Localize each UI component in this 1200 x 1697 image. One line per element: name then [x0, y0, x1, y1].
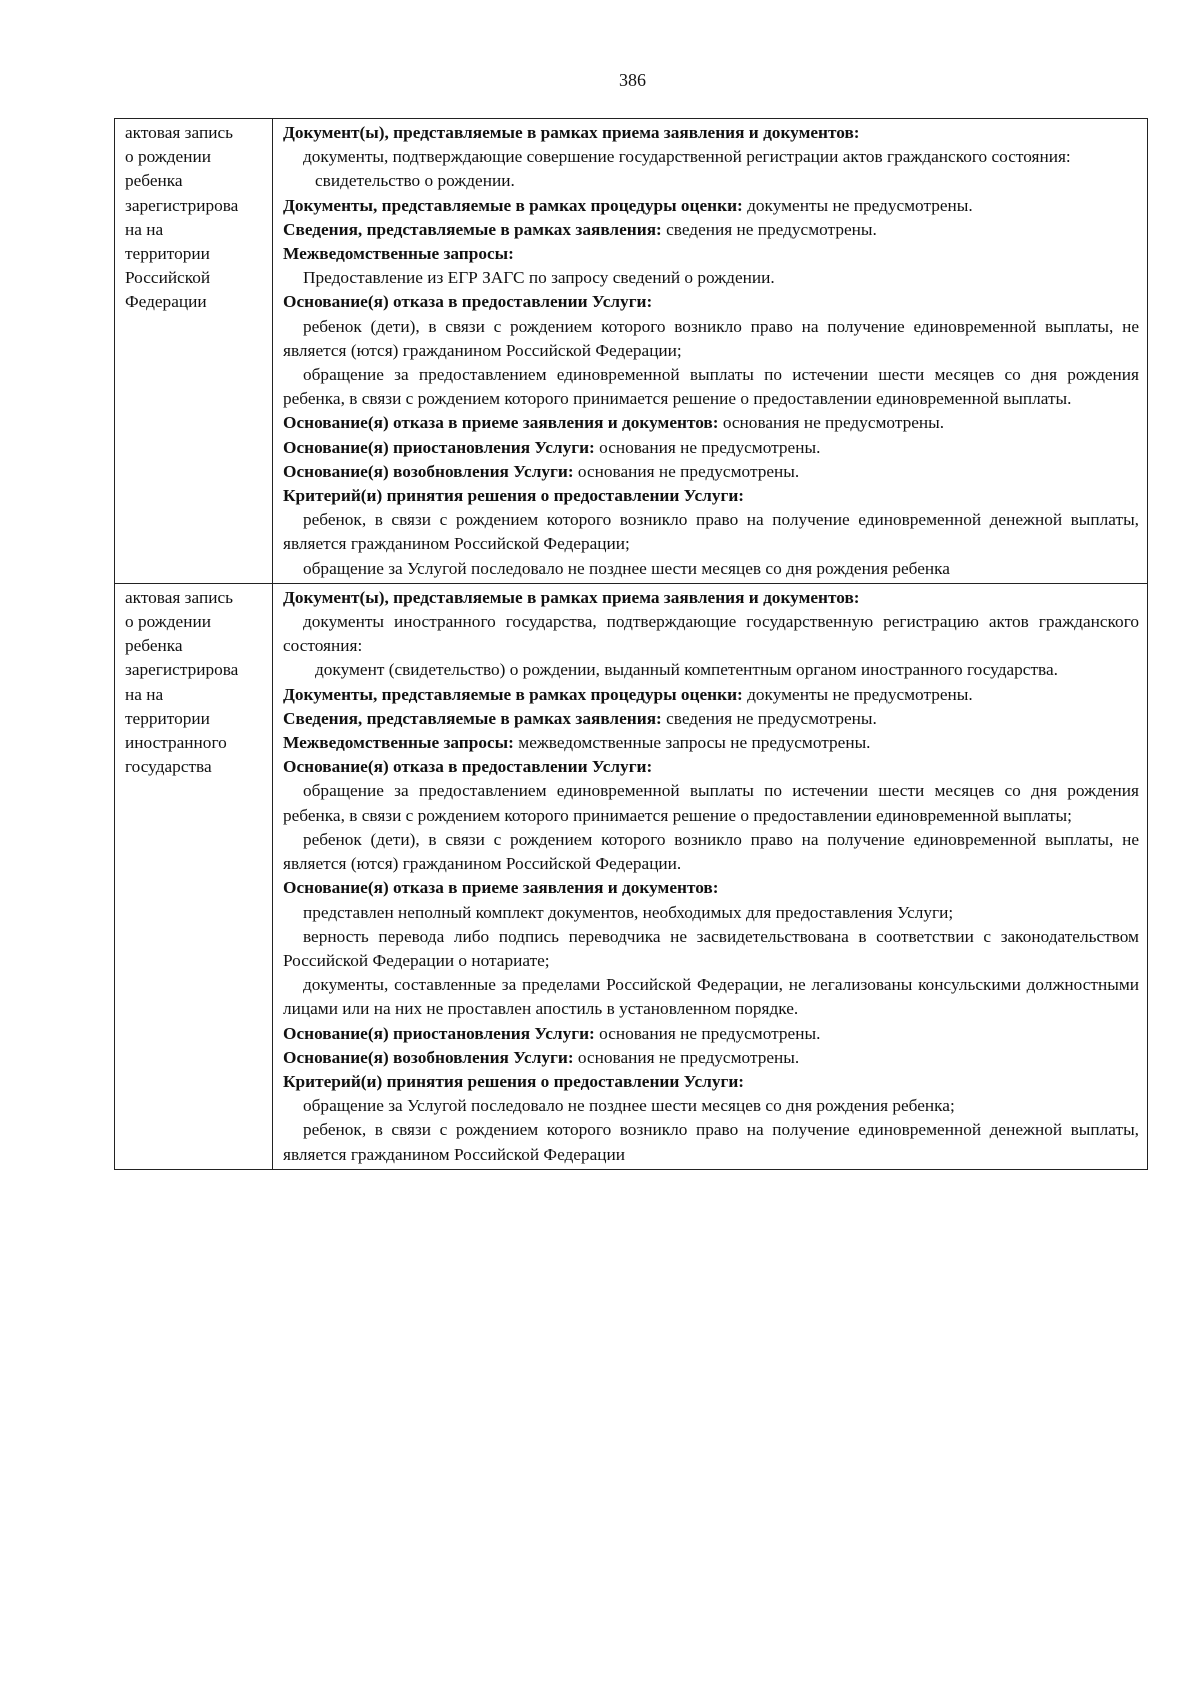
- evaluation-line: [283, 683, 1139, 707]
- condition-line: ребенка: [125, 171, 183, 191]
- suspension-text: основания не предусмотрены.: [594, 1023, 821, 1043]
- info-heading: Сведения, представляемые в рамках заявления:: [283, 708, 662, 728]
- refusal-item: обращение за предоставлением единовременной выплаты по истечении шести месяцев со дня рождения ребенка, в связи с рождением которого принимается решение о предоставлении единовременной выплаты;: [283, 781, 1139, 825]
- service-conditions-table: [114, 118, 1148, 1170]
- resumption-line: [283, 460, 1139, 484]
- documents-item: свидетельство о рождении.: [315, 171, 515, 191]
- criteria-item: обращение за Услугой последовало не позднее шести месяцев со дня рождения ребенка;: [303, 1096, 955, 1116]
- rejection-item: документы, составленные за пределами Российской Федерации, не легализованы консульскими должностными лицами или на них не проставлен апостиль в установленном порядке.: [283, 975, 1139, 1019]
- condition-line: актовая запись: [125, 123, 233, 142]
- suspension-line: [283, 1022, 1139, 1046]
- rejection-item: верность перевода либо подпись переводчика не засвидетельствована в соответствии с законодательством Российской Федерации о нотариате;: [283, 926, 1139, 970]
- resumption-line: [283, 1046, 1139, 1070]
- info-text: сведения не предусмотрены.: [661, 219, 877, 239]
- evaluation-text: документы не предусмотрены.: [742, 684, 973, 704]
- suspension-heading: Основание(я) приостановления Услуги:: [283, 1023, 595, 1043]
- condition-line: территории: [125, 708, 210, 728]
- condition-line: о рождении: [125, 147, 211, 167]
- condition-cell: [115, 119, 273, 584]
- documents-item: документы иностранного государства, подтверждающие государственную регистрацию актов гражданского состояния:: [283, 612, 1139, 656]
- info-text: сведения не предусмотрены.: [661, 708, 877, 728]
- suspension-line: [283, 436, 1139, 460]
- suspension-heading: Основание(я) приостановления Услуги:: [283, 437, 595, 457]
- criteria-heading: Критерий(и) принятия решения о предоставлении Услуги:: [283, 1071, 745, 1091]
- evaluation-line: [283, 194, 1139, 218]
- refusal-item: ребенок (дети), в связи с рождением которого возникло право на получение единовременной выплаты, не является (ются) гражданином Российской Федерации;: [283, 316, 1139, 360]
- suspension-text: основания не предусмотрены.: [594, 437, 821, 457]
- evaluation-text: документы не предусмотрены.: [742, 195, 973, 215]
- condition-line: территории: [125, 244, 210, 264]
- criteria-item: ребенок, в связи с рождением которого возникло право на получение единовременной денежной выплаты, является гражданином Российской Федерации: [283, 1120, 1139, 1164]
- condition-line: о рождении: [125, 612, 211, 632]
- requests-heading: Межведомственные запросы:: [283, 733, 514, 753]
- condition-line: на на: [125, 684, 164, 704]
- condition-line: зарегистрирова: [125, 660, 239, 680]
- resumption-text: основания не предусмотрены.: [573, 461, 800, 481]
- documents-heading: Документ(ы), представляемые в рамках приема заявления и документов:: [283, 587, 860, 607]
- info-line: [283, 218, 1139, 242]
- criteria-heading: Критерий(и) принятия решения о предоставлении Услуги:: [283, 486, 745, 506]
- rejection-line: [283, 411, 1139, 435]
- evaluation-heading: Документы, представляемые в рамках процедуры оценки:: [283, 684, 743, 704]
- criteria-item: обращение за Услугой последовало не позднее шести месяцев со дня рождения ребенка: [303, 558, 950, 578]
- table-row: [115, 583, 1148, 1169]
- rejection-item: представлен неполный комплект документов, необходимых для предоставления Услуги;: [303, 902, 954, 922]
- condition-line: государства: [125, 757, 212, 777]
- condition-cell: [115, 583, 273, 1169]
- rejection-heading: Основание(я) отказа в приеме заявления и документов:: [283, 878, 719, 898]
- condition-line: Российской: [125, 268, 211, 288]
- rejection-heading: Основание(я) отказа в приеме заявления и документов:: [283, 413, 719, 433]
- requests-heading: Межведомственные запросы:: [283, 244, 514, 264]
- info-line: [283, 707, 1139, 731]
- requests-text: межведомственные запросы не предусмотрены.: [513, 733, 871, 753]
- refusal-heading: Основание(я) отказа в предоставлении Услуги:: [283, 757, 653, 777]
- condition-line: зарегистрирова: [125, 195, 239, 215]
- table-row: [115, 119, 1148, 584]
- info-heading: Сведения, представляемые в рамках заявления:: [283, 219, 662, 239]
- documents-item: документ (свидетельство) о рождении, выданный компетентным органом иностранного государства.: [315, 660, 1058, 680]
- page-number: 386: [619, 70, 646, 90]
- documents-heading: Документ(ы), представляемые в рамках приема заявления и документов:: [283, 123, 860, 142]
- resumption-text: основания не предусмотрены.: [573, 1047, 800, 1067]
- requests-line: [283, 731, 1139, 755]
- description-cell: [273, 119, 1148, 584]
- refusal-item: обращение за предоставлением единовременной выплаты по истечении шести месяцев со дня рождения ребенка, в связи с рождением которого принимается решение о предоставлении единовременной выплаты.: [283, 365, 1139, 409]
- refusal-heading: Основание(я) отказа в предоставлении Услуги:: [283, 292, 653, 312]
- condition-line: актовая запись: [125, 587, 233, 607]
- description-cell: [273, 583, 1148, 1169]
- documents-item: документы, подтверждающие совершение государственной регистрации актов гражданского состояния:: [303, 147, 1071, 167]
- condition-line: ребенка: [125, 636, 183, 656]
- requests-text: Предоставление из ЕГР ЗАГС по запросу сведений о рождении.: [303, 268, 775, 288]
- refusal-item: ребенок (дети), в связи с рождением которого возникло право на получение единовременной выплаты, не является (ются) гражданином Российской Федерации.: [283, 829, 1139, 874]
- resumption-heading: Основание(я) возобновления Услуги:: [283, 1047, 574, 1067]
- condition-line: Федерации: [125, 292, 207, 312]
- condition-line: на на: [125, 219, 164, 239]
- condition-line: иностранного: [125, 733, 227, 753]
- resumption-heading: Основание(я) возобновления Услуги:: [283, 461, 574, 481]
- criteria-item: ребенок, в связи с рождением которого возникло право на получение единовременной денежной выплаты, является гражданином Российской Федерации;: [283, 510, 1139, 554]
- evaluation-heading: Документы, представляемые в рамках процедуры оценки:: [283, 195, 743, 215]
- rejection-text: основания не предусмотрены.: [718, 413, 945, 433]
